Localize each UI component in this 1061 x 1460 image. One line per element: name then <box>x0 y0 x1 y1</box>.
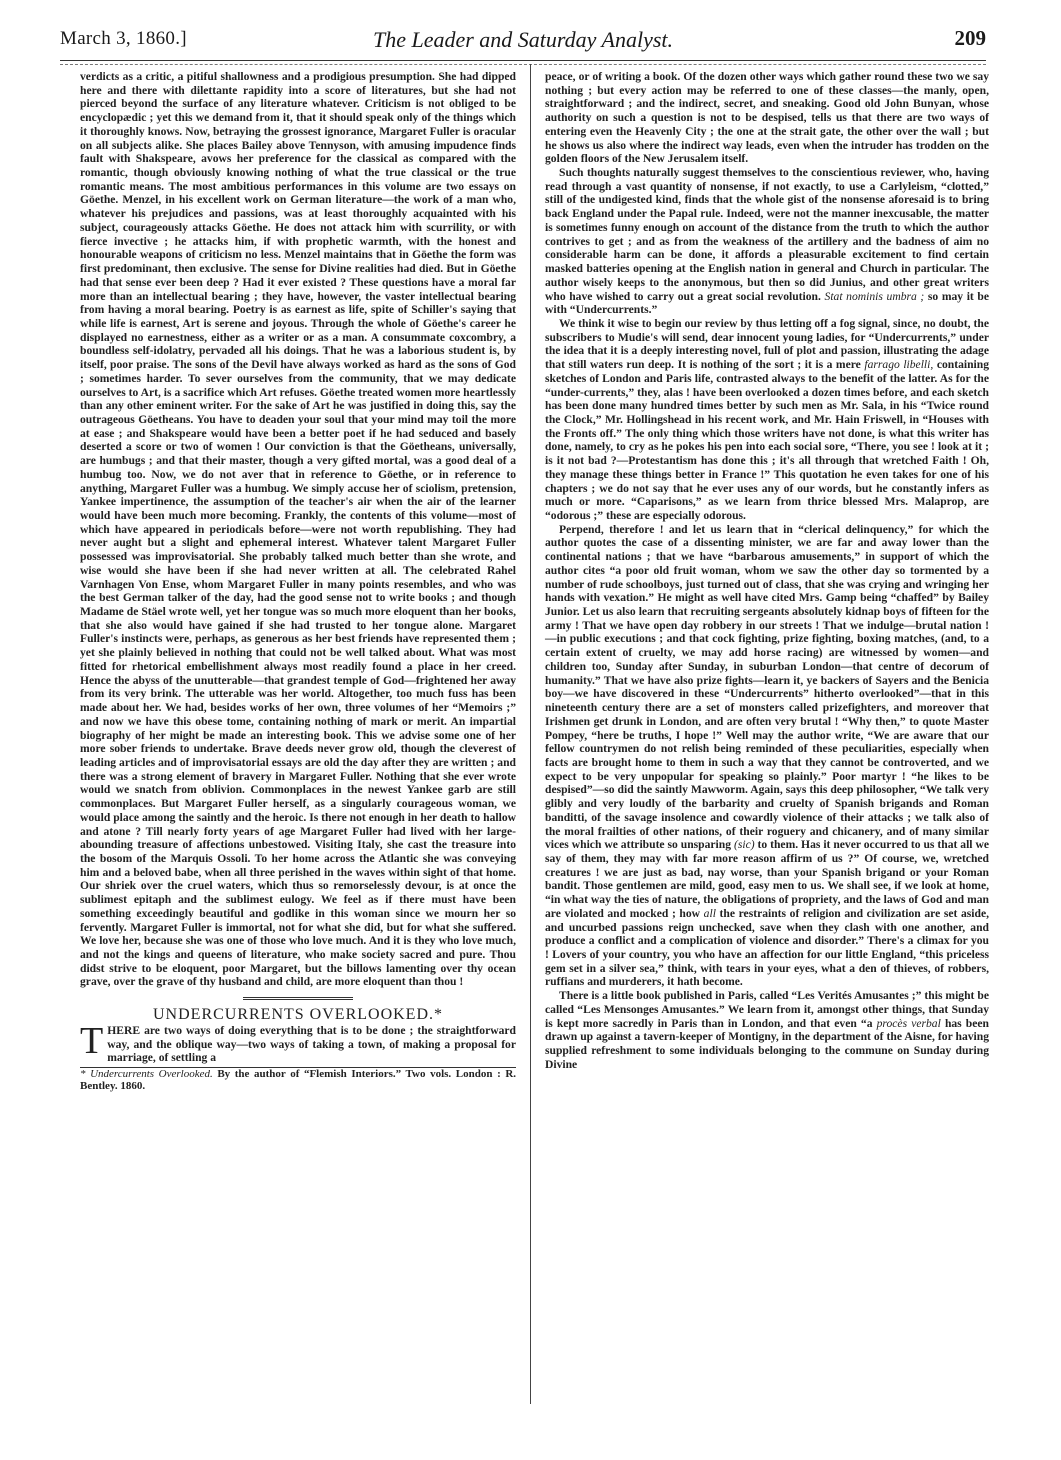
drop-cap: T <box>80 1019 104 1062</box>
article-opening-paragraph <box>80 1019 516 1065</box>
left-column <box>80 70 516 1092</box>
publication-title: The Leader and Saturday Analyst. <box>372 27 674 52</box>
masthead-rule <box>60 60 986 61</box>
footnote-book-title: * Undercurrents Overlooked. <box>80 1068 213 1081</box>
footnote-publication-details: By the author of “Flemish Interiors.” Two vols. London : R. Bentley. 1860. <box>80 1068 517 1093</box>
paragraph-text: the restraints of religion and civilization are set aside, and uncurbed passions reign unchecked, save when they clash with one another, and produce a conflict and a complication of violence and disorder.” There's a climax for you ! Lovers of your country, you who have an affection for our little England, “this priceless gem set in a silver sea,” think, with tears in your eyes, what a den of thieves, of robbers, ruffians and murderers, it hath become. <box>545 906 989 989</box>
masthead-rule-secondary <box>60 64 986 65</box>
sic-annotation: (sic) <box>733 838 755 852</box>
section-separator <box>243 997 353 1002</box>
article-title: UNDERCURRENTS OVERLOOKED.* <box>153 1006 443 1024</box>
column-divider <box>530 64 531 1404</box>
paragraph-fog-signal <box>545 317 989 523</box>
footnote <box>80 1068 516 1092</box>
page-number: 209 <box>954 26 986 50</box>
latin-phrase: farrago libelli, <box>864 358 934 372</box>
paragraph-text: We think it wise to begin our review by thus letting off a fog signal, since, no doubt, the subscribers to Mudie's will send, dear innocent young ladies, for “Undercurrents,” under the idea that it is a deeply interesting novel, full of plot and passion, illustrating the adage that still waters run deep. It is nothing of the sort ; it is a mere <box>545 316 989 372</box>
paragraph-text: to them. Has it never occurred to us that all we say of them, they may with far more reason affirm of us ?” Of course, we, wretched creatures ! we are just as bad, nay worse, than your Spanish brigand or your Roman bandit. Those gentlemen are mild, good, easy men to us. We shall see, if we look at home, “in what way the ties of nature, the obligations of propriety, and the laws of God and man are violated and mocked ; how <box>545 838 989 920</box>
emphasis-all: all <box>703 906 716 920</box>
paragraph-text: Perpend, therefore ! and let us learn that in “clerical delinquency,” for which the author quotes the case of a dissenting minister, we are far and away lower than the continental nations ; that we have “barbarous amusements,” in support of which the author cites “a poor old fruit woman, whom we saw the other day so tormented by a number of rude schoolboys, just turned out of class, that she was crying and wringing her hands with vexation.” He might as well have cited Mrs. Gamp being “chaffed” by Bailey Junior. Let us also learn that recruiting sergeants absolutely kidnap boys of fifteen for the army ! That we have open day robbery in our streets ! That we indulge—brutal nation !—in public executions ; and that cock fighting, prize fighting, boxing matches, (and, to a certain extent of cruelty, we may add horse racing) are witnessed by women—and children too, Sunday after Sunday, in suburban London—that centre of decorum of humanity.” That we have also prize fights—learn it, ye backers of Sayers and the Benicia boy—we have discovered in these “Undercurrents” hitherto overlooked”—that in this nineteenth century there are a set of monsters called prizefighters, and moreover that Irishmen get drunk in London, and are often very brutal ! “Why then,” to quote Master Pompey, “here be truths, I hope !” Well may the author write, “We are aware that our fellow countrymen do not relish being reminded of these peculiarities, especially when facts are brought home to them in such a way that they cannot be controverted, and we expect to be very unpopular for speaking so plainly.” Poor martyr ! “he likes to be despised”—so did the saintly Mawworm. Again, says this deep philosopher, “We talk very glibly and very loudly of the barbarity and cruelty of Spanish brigands and Roman banditti, of the savage insolence and cowardly violence of their attacks ; we talk also of the moral frailties of other nations, of their roguery and chicanery, and of many similar vices which we attribute so unsparing <box>545 522 989 852</box>
paragraph-perpend <box>545 523 989 989</box>
french-phrase: procès verbal <box>876 1016 941 1030</box>
paragraph-text: Such thoughts naturally suggest themselves to the conscientious reviewer, who, having read through a vast quantity of nonsense, if not exactly, to use a Carlyleism, “clotted,” still of the undigested kind, finds that the whole gist of the nonsense aforesaid is to bring back England under the Papal rule. Indeed, were not the manner inexcusable, the matter is sometimes funny enough on account of the distance from the truth to which the author contrives to get ; and as from the weakness of the artillery and the badness of aim no considerable harm can be done, it affords a pleasurable excitement to find certain masked batteries opening at the English nation in general and Church in particular. The author wisely keeps to the anonymous, but then so did Junius, and other great writers who have wished to carry out a great social revolution. <box>545 166 989 303</box>
issue-date: March 3, 1860.] <box>60 28 187 49</box>
latin-quote: Stat nominis umbra ; <box>824 289 925 303</box>
masthead <box>60 28 986 58</box>
paragraph-text: There is a little book published in Paris, called “Les Verités Amusantes ;” this might be called “Les Mensonges Amusantes.” We learn from it, amongst other things, that Sunday is kept more sacredly in Paris than in London, and that even “a <box>545 989 989 1030</box>
paragraph-bunyan: peace, or of writing a book. Of the dozen other ways which gather round these two we say nothing ; but every action may be referred to one of these classes—the manly, open, straightforward ; and the indirect, secret, and sneaking. Good old John Bunyan, whose authority on such a question is not to be despised, tells us that there are two ways of entering even the Heavenly City ; the one at the strait gate, the other over the wall ; but he shows us also where the indirect way leads, even when the intruder has trodden on the golden floors of the New Jerusalem itself. <box>545 70 989 166</box>
paragraph-conscientious-reviewer <box>545 166 989 317</box>
paragraph-text: so may it be with “Undercurrents.” <box>545 289 989 317</box>
review-continuation-paragraph: verdicts as a critic, a pitiful shallowness and a prodigious presumption. She had dipped here and there with dilettante rapidity into a score of literatures, but she had not pierced beyond the surface of any literature whatever. Criticism is not obliged to be encyclopædic ; yet this we demand from it, that it should speak only of the things which it thoroughly knows. Now, betraying the grossest ignorance, Margaret Fuller is oracular on all subjects alike. She places Bailey above Tennyson, with amusing impudence finds fault with Shakspeare, avows her preference for the classical as compared with the romantic, though obviously knowing nothing of what the true classical or the true romantic means. The most ambitious performances in this volume are two essays on Göethe. Menzel, in his excellent work on German literature—the work of a man who, whatever his prejudices and passions, was at least thoroughly acquainted with his subject, courageously attacks Göethe. He does not attack him with scurrility, or with fierce invective ; he attacks him, if with prophetic warmth, with the honest and honourable weapons of criticism no less. Menzel maintains that in Göethe the form was first predominant, then exclusive. The sense for Divine realities had died. But in Göethe had that sense ever been deep ? Had it ever existed ? These questions have a moral far more than an intellectual bearing ; they have, however, the vaster intellectual bearing from having a moral bearing. Poetry is as earnest as life, spite of Schiller's saying that while life is earnest, Art is serene and joyous. Through the whole of Göethe's career he displayed no earnestness, either as a writer or as a man. A consummate coxcombry, a boundless self-idolatry, pervaded all his doings. That he was a laborious student is, by itself, poor praise. The sons of the Devil have always worked as hard as the sons of God ; sometimes harder. To sever ourselves from the community, that we may dedicate ourselves to Art, is a sacrifice which Art refuses. Göethe treated women more heartlessly than any other eminent writer. For the sake of Art he was justified in doing this, say the outrageous Göetheans. You have to deaden your soul that your mind may toil the more at ease ; and Shakspeare would have been a better poet if he had seduced and basely deserted a score or two of women ! Our conviction is that the Göetheans, universally, are humbugs ; and that their master, though a very gifted mortal, was a good deal of a humbug too. Now, we do not aver that in reference to Göethe, or in reference to anything, Margaret Fuller was a humbug. We simply accuse her of sciolism, pretension, Yankee impertinence, the assumption of the teacher's air when the air of the learner would have been much more becoming. Frankly, the contents of this volume—most of which have appeared in periodicals before—were not worth republishing. They had never aught but a slight and ephemeral interest. Whatever talent Margaret Fuller possessed was improvisatorial. She probably talked much better than she wrote, and wise would she have been if she had never written at all. The celebrated Rahel Varnhagen Von Ense, whom Margaret Fuller in many points resembles, and who was the best German talker of the day, had the good sense not to write books ; and though Madame de Stäel wrote well, yet her tongue was so much more eloquent than her books, that she also would have gained if she had trusted to her tongue alone. Margaret Fuller's instincts were, perhaps, as generous as her best friends have represented them ; yet she plainly believed in nothing that could not be well talked about. What was most fitted for rhetorical embellishment always most readily found a place in her creed. Hence the abyss of the unutterable—that grandest temple of God—frightened her away from its very brink. The utterable was her world. Altogether, too much fuss has been made about her. We had, besides works of her own, three volumes of her “Memoirs ;” and now we have this obese tome, containing nothing of mark or merit. An impartial biography of her might be made an interesting book. This we advise some one of her more sober friends to undertake. Brave deeds never grow old, though the cleverest of leading articles and of improvisatorial essays are old the day after they are written ; and there was a strong element of bravery in Margaret Fuller. Nothing that she ever wrote would we snatch from oblivion. Commonplaces in the newest Yankee garb are still commonplaces. But Margaret Fuller herself, as a singularly courageous woman, we would place among the saintly and the heroic. Is there not enough in her death to hallow and atone ? Till nearly forty years of age Margaret Fuller had lived with her large-abounding treasure of affections unbestowed. Visiting Italy, she cast the treasure into the bosom of the Marquis Ossoli. To her home across the Atlantic she was conveying him and a beloved babe, when all three perished in the waves within sight of that home. Our shriek over the cruel waters, which thus so remorselessly devour, is at once the sublimest epitaph and the sublimest eulogy. We feel as if there must have been something exceedingly beautiful and godlike in this woman since we mourn her so fervently. Margaret Fuller is immortal, not for what she did, but for what she suffered. We love her, because she was one of those who love much. And it is they who love much, and not the kings and queens of literature, who make society sacred and pure. Thou didst strive to be eloquent, poor Margaret, but the billows lamenting over thy ocean grave, over the grave of thy husband and child, are more eloquent than thou ! <box>80 70 516 989</box>
paragraph-text: has been drawn up against a tavern-keeper of Montigny, in the department of the Aisne, for having supplied refreshment to some individuals belonging to the commune on Sunday during Divine <box>545 1016 989 1071</box>
right-column <box>545 70 989 1071</box>
paragraph-les-verites <box>545 989 989 1071</box>
article-opening-text: HERE are two ways of doing everything that is to be done ; the straightforward way, and the oblique way—two ways of taking a town, of making a proposal for marriage, of settling a <box>107 1023 516 1065</box>
paragraph-text: containing sketches of London and Paris life, contrasted always to the benefit of the latter. As for the “under-currents,” they, alas ! have been overlooked a dozen times before, and each sketch has been done many hundred times better by such men as Mr. Sala, in his “Twice round the Clock,” Mr. Hollingshead in his recent work, and Mr. Hain Friswell, in “Houses with the Fronts off.” The only thing which those writers have not done, is what this writer has done, namely, to cry as he pokes his pen into each social sore, “There, you see ! look at it ; is it not bad ?—Protestantism has done this ; it's all through that wretched Faith ! Oh, they manage these things better in France !” This quotation he even takes for one of his chapters ; we do not say that he ever uses any of our words, but he constantly infers as much or more. “Caparisons,” as we learn from thrice blessed Mrs. Malaprop, are “odorous ;” these are especially odorous. <box>545 358 989 522</box>
